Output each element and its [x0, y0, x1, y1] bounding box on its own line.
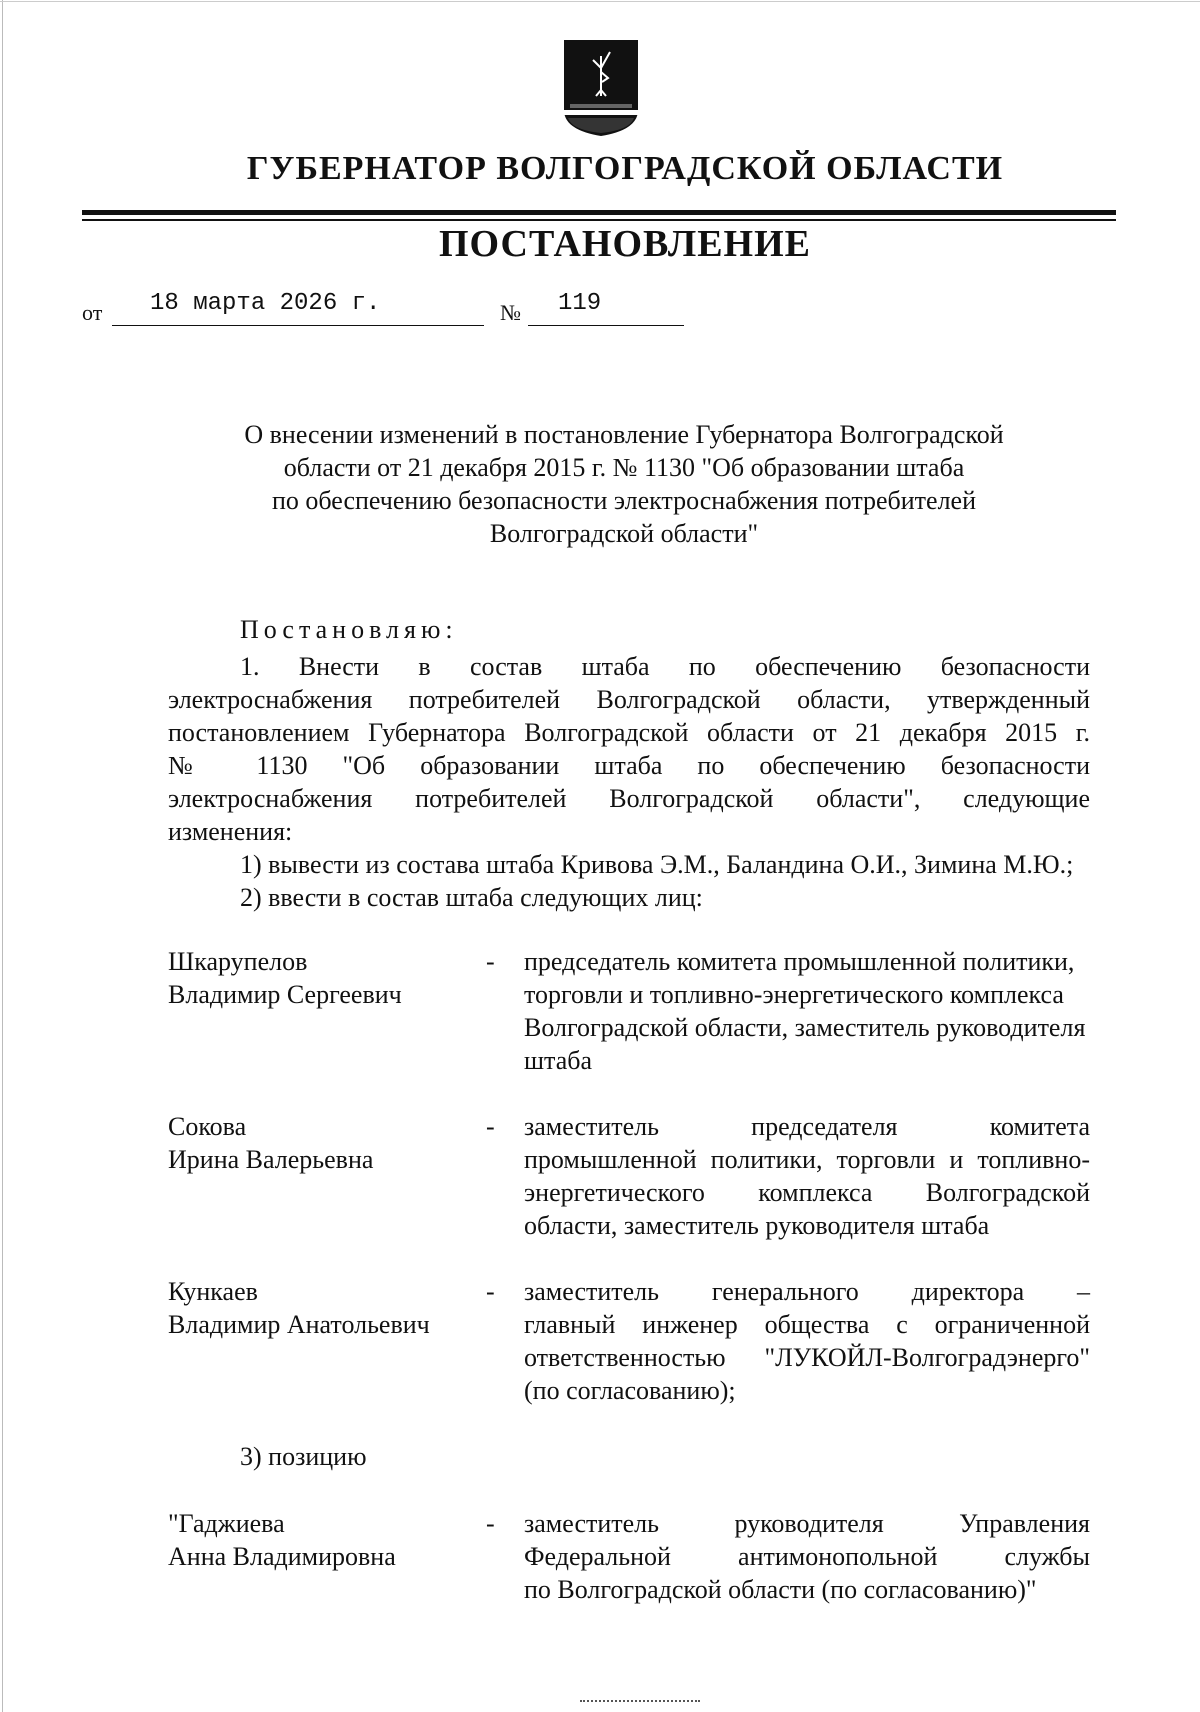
paragraph-line: изменения:	[168, 817, 293, 846]
member-given-names: Владимир Анатольевич	[168, 1310, 430, 1339]
member-role	[524, 1507, 1090, 1606]
member-given-names: Владимир Сергеевич	[168, 980, 402, 1009]
subject-line: области от 21 декабря 2015 г. № 1130 "Об образовании штаба	[283, 453, 965, 482]
item-3: 3) позицию	[240, 1442, 367, 1471]
role-line: энергетического комплекса Волгоградской	[524, 1178, 1090, 1207]
role-line: председатель комитета промышленной политики,	[524, 947, 1075, 976]
member-given-names: Ирина Валерьевна	[168, 1145, 374, 1174]
from-label: от	[82, 300, 103, 325]
role-line: заместитель руководителя Управления	[524, 1509, 1090, 1538]
member-role	[524, 1275, 1090, 1407]
paragraph-1	[168, 650, 1090, 914]
role-line: (по согласованию);	[524, 1376, 736, 1405]
role-line: главный инженер общества с ограниченной	[524, 1310, 1090, 1339]
member-role	[524, 945, 1090, 1077]
role-line: ответственностью "ЛУКОЙЛ-Волгоградэнерго"	[524, 1343, 1090, 1372]
member-surname: "Гаджиева	[168, 1509, 285, 1538]
role-line: Федеральной антимонопольной службы	[524, 1542, 1090, 1571]
member-role	[524, 1110, 1090, 1242]
volgograd-coat-of-arms-icon	[562, 38, 640, 138]
role-line: промышленной политики, торговли и топливно-	[524, 1145, 1090, 1174]
role-line: Волгоградской области, заместитель руководителя	[524, 1013, 1086, 1042]
paragraph-line: постановлением Губернатора Волгоградской области от 21 декабря 2015 г.	[168, 718, 1090, 747]
role-line: по Волгоградской области (по согласованию)"	[524, 1575, 1037, 1604]
member-dash: -	[486, 1509, 495, 1538]
number-underline	[528, 325, 684, 326]
member-name	[168, 1110, 488, 1176]
role-line: торговли и топливно-энергетического комплекса	[524, 980, 1064, 1009]
document-number: 119	[558, 290, 602, 317]
member-dash: -	[486, 1277, 495, 1306]
header-rule	[82, 210, 1116, 215]
member-name	[168, 945, 488, 1011]
subject-line: О внесении изменений в постановление Губернатора Волгоградской	[244, 420, 1004, 449]
number-label: №	[500, 300, 521, 325]
paragraph-line: электроснабжения потребителей Волгоградской области, утвержденный	[168, 685, 1090, 714]
role-line: штаба	[524, 1046, 593, 1075]
subject-line: Волгоградской области"	[489, 519, 759, 548]
decree-word: Постановляю:	[240, 615, 458, 644]
member-surname: Кункаев	[168, 1277, 258, 1306]
member-surname: Шкарупелов	[168, 947, 308, 976]
document-subject	[200, 418, 1048, 550]
paragraph-line: электроснабжения потребителей Волгоградской области", следующие	[168, 784, 1090, 813]
item-1: 1) вывести из состава штаба Кривова Э.М., Баландина О.И., Зимина М.Ю.;	[240, 850, 1074, 879]
role-line: заместитель генерального директора –	[524, 1277, 1090, 1306]
member-name	[168, 1275, 488, 1341]
member-surname: Сокова	[168, 1112, 247, 1141]
document-date: 18 марта 2026 г.	[150, 290, 381, 317]
item-2: 2) ввести в состав штаба следующих лиц:	[240, 883, 703, 912]
member-name	[168, 1507, 488, 1573]
paragraph-line: № 1130 "Об образовании штаба по обеспечению безопасности	[168, 751, 1090, 780]
date-underline	[112, 325, 484, 326]
scan-edge	[0, 1, 1200, 2]
paragraph-line: 1. Внести в состав штаба по обеспечению безопасности	[240, 652, 1090, 681]
role-line: области, заместитель руководителя штаба	[524, 1211, 990, 1240]
role-line: заместитель председателя комитета	[524, 1112, 1090, 1141]
header-rule	[82, 219, 1116, 221]
page-footer-mark	[580, 1700, 700, 1706]
document-type-heading: ПОСТАНОВЛЕНИЕ	[438, 223, 812, 265]
organization-heading: ГУБЕРНАТОР ВОЛГОГРАДСКОЙ ОБЛАСТИ	[246, 150, 1004, 187]
member-given-names: Анна Владимировна	[168, 1542, 396, 1571]
member-dash: -	[486, 947, 495, 976]
subject-line: по обеспечению безопасности электроснабжения потребителей	[271, 486, 977, 515]
member-dash: -	[486, 1112, 495, 1141]
